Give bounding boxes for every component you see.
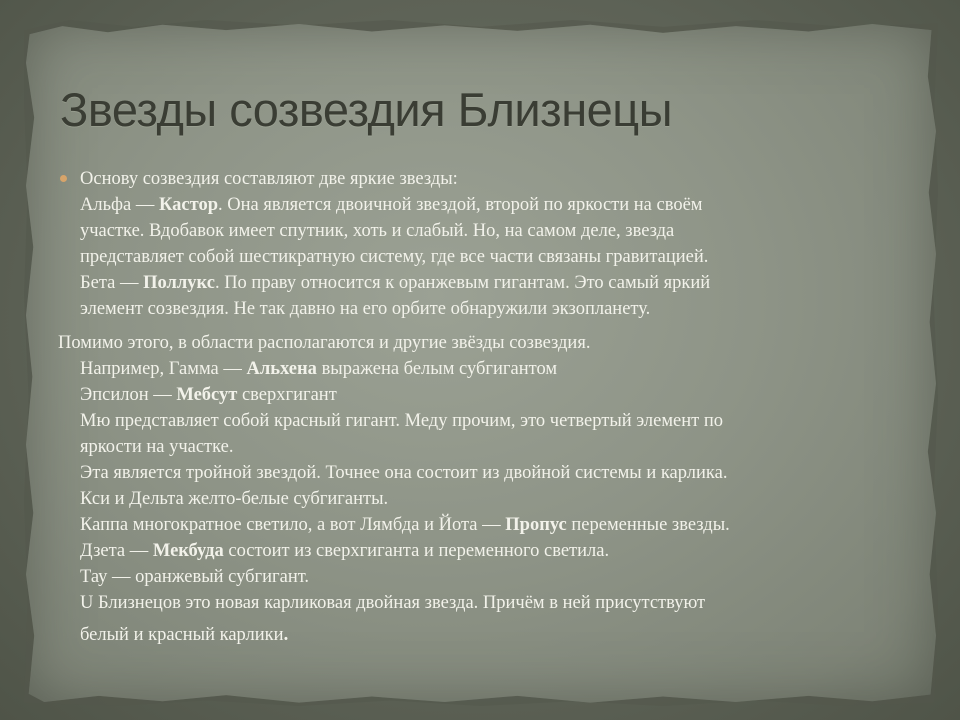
- text-line: [80, 218, 908, 244]
- star-name-pollux: Поллукс: [143, 273, 215, 293]
- text-line-kappa: [58, 512, 908, 538]
- text-line-gamma: [58, 356, 908, 382]
- text-line: [80, 166, 908, 192]
- u-gem-description-cont: белый и красный карлики: [80, 625, 284, 645]
- slide-body: [58, 166, 908, 656]
- xi-description: Кси и Дельта желто-белые субгиганты.: [80, 489, 389, 509]
- text-line-zeta: [58, 538, 908, 564]
- epsilon-prefix: Эпсилон —: [80, 385, 177, 405]
- text-line-u: [58, 590, 908, 616]
- text-line-mu-cont: [58, 434, 908, 460]
- kappa-prefix: Каппа многократное светило, а вот Лямбда и Йота —: [80, 515, 506, 535]
- star-name-propus: Пропус: [505, 515, 567, 535]
- text-line: [58, 330, 908, 356]
- alpha-description-cont: участке. Вдобавок имеет спутник, хоть и слабый. Но, на самом деле, звезда: [80, 221, 675, 241]
- star-name-mekbuda: Мекбуда: [152, 541, 224, 561]
- beta-prefix: Бета —: [80, 273, 144, 293]
- gamma-description: выражена белым субгигантом: [316, 359, 558, 379]
- text-line-alpha: [80, 192, 908, 218]
- mu-description-cont: яркости на участке.: [80, 437, 234, 457]
- mu-description: Мю представляет собой красный гигант. Меду прочим, это четвертый элемент по: [80, 411, 724, 431]
- slide-title: Звезды созвездия Близнецы: [60, 83, 672, 136]
- text-line-mu: [58, 408, 908, 434]
- text-line-eta: [58, 460, 908, 486]
- other-stars-intro: Помимо этого, в области располагаются и другие звёзды созвездия.: [58, 333, 591, 353]
- alpha-description: . Она является двоичной звездой, второй по яркости на своём: [218, 195, 703, 215]
- kappa-description: переменные звезды.: [566, 515, 730, 535]
- paragraph-other-stars: [58, 330, 908, 648]
- bullet-icon: [60, 175, 67, 182]
- final-period: .: [283, 625, 289, 645]
- text-line-xi: [58, 486, 908, 512]
- alpha-description-cont: представляет собой шестикратную систему, где все части связаны гравитацией.: [80, 247, 709, 267]
- tau-description: Тау — оранжевый субгигант.: [80, 567, 310, 587]
- gamma-prefix: Например, Гамма —: [80, 359, 247, 379]
- alpha-prefix: Альфа —: [80, 195, 159, 215]
- star-name-mebsuta: Мебсут: [176, 385, 238, 405]
- text-line-u-cont: [58, 622, 908, 648]
- text-line-beta: [80, 270, 908, 296]
- eta-description: Эта является тройной звездой. Точнее она состоит из двойной системы и карлика.: [80, 463, 728, 483]
- beta-description: . По праву относится к оранжевым гигантам. Это самый яркий: [214, 273, 711, 293]
- zeta-description: состоит из сверхгиганта и переменного светила.: [223, 541, 610, 561]
- text-line-tau: [58, 564, 908, 590]
- bullet-paragraph-main-stars: [58, 166, 908, 322]
- zeta-prefix: Дзета —: [80, 541, 153, 561]
- epsilon-description: сверхгигант: [237, 385, 337, 405]
- star-name-alhena: Альхена: [246, 359, 317, 379]
- intro-text: Основу созвездия составляют две яркие звезды:: [80, 169, 458, 189]
- beta-description-cont: элемент созвездия. Не так давно на его орбите обнаружили экзопланету.: [80, 299, 651, 319]
- star-name-castor: Кастор: [158, 195, 218, 215]
- text-line-epsilon: [58, 382, 908, 408]
- u-gem-description: U Близнецов это новая карликовая двойная звезда. Причём в ней присутствуют: [80, 593, 706, 613]
- text-line: [80, 296, 908, 322]
- text-line: [80, 244, 908, 270]
